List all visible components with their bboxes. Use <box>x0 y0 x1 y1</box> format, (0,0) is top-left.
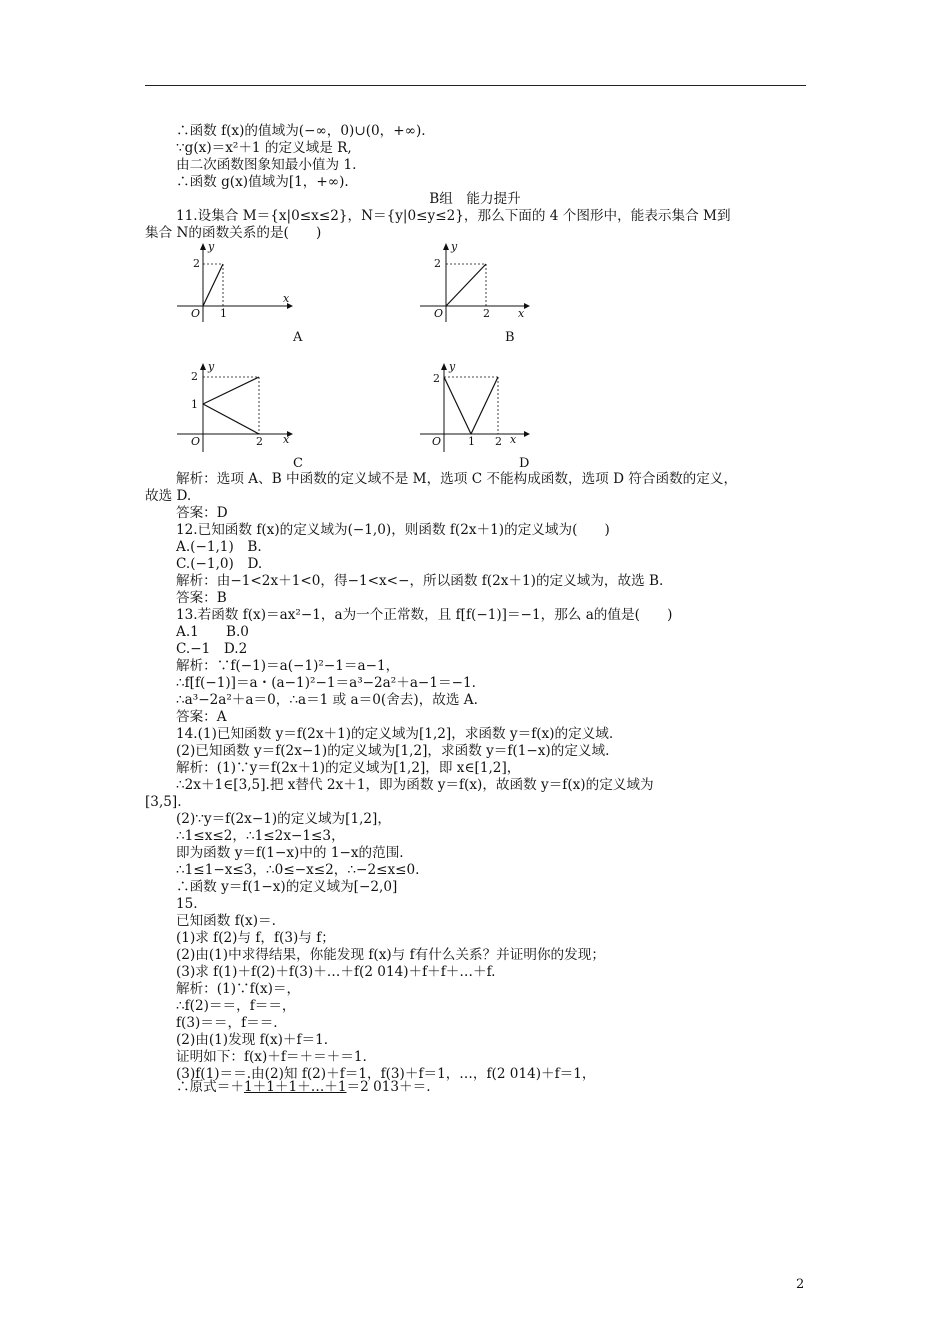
text-line: C.−1 D.2 <box>176 641 248 657</box>
question-11-line: 11.设集合 M＝{x|0≤x≤2}，N＝{y|0≤y≤2}，那么下面的 4 个图形中，能表示集合 M到 <box>176 208 731 224</box>
text-line: (2)由(1)发现 f(x)＋f＝1. <box>176 1032 329 1048</box>
text-line: 解析：(1)∵y＝f(2x＋1)的定义域为[1,2]，即 x∈[1,2]， <box>176 760 521 776</box>
origin-label: O <box>191 435 201 448</box>
text-line: ∴函数 y＝f(1−x)的定义域为[−2,0] <box>176 879 398 895</box>
y-axis-label: y <box>451 240 458 253</box>
origin-label: O <box>434 307 444 320</box>
text-line: 已知函数 f(x)＝. <box>176 913 276 929</box>
text-line: 12.已知函数 f(x)的定义域为(−1,0)，则函数 f(2x＋1)的定义域为( ) <box>176 522 610 538</box>
origin-label: O <box>432 435 442 448</box>
y-tick-label: 2 <box>193 257 200 270</box>
text-line: ∴2x＋1∈[3,5].把 x替代 2x＋1，即为函数 y＝f(x)，故函数 y＝f(x)的定义域为 <box>176 777 654 793</box>
y-axis-label: y <box>449 360 456 373</box>
header-rule <box>145 85 806 86</box>
x-tick-label-2: 2 <box>495 435 502 448</box>
text-line: 答案：D <box>176 505 228 521</box>
text-line: ∴f(2)＝＝，f＝＝， <box>176 998 296 1014</box>
graph-c-label: C <box>293 456 303 471</box>
y-tick-label: 2 <box>433 372 440 385</box>
text-line: ∴1≤1−x≤3，∴0≤−x≤2，∴−2≤x≤0. <box>176 862 420 878</box>
graph-b <box>418 240 548 329</box>
text-line: 由二次函数图象知最小值为 1. <box>176 157 357 173</box>
text-line: ∴函数 g(x)值域为[1，+∞). <box>176 174 349 190</box>
y-tick-label-2: 1 <box>191 398 198 411</box>
x-tick-label: 1 <box>468 435 475 448</box>
text-line: 解析：∵f(−1)＝a(−1)²−1＝a−1， <box>176 658 400 674</box>
text-line: 即为函数 y＝f(1−x)中的 1−x的范围. <box>176 845 404 861</box>
last-line-prefix: ∴原式＝＋ <box>176 1079 244 1095</box>
text-line: ∴函数 f(x)的值域为(−∞，0)∪(0，+∞). <box>176 123 426 139</box>
text-line <box>176 1079 431 1096</box>
graph-c <box>175 360 305 459</box>
y-tick-label: 2 <box>434 257 441 270</box>
text-line: (1)求 f(2)与 f，f(3)与 f； <box>176 930 335 946</box>
text-line: 证明如下：f(x)＋f＝＋＝＋＝1. <box>176 1049 367 1065</box>
x-axis-label: x <box>283 292 290 305</box>
text-line: 答案：A <box>176 709 227 725</box>
text-line: A.1 B.0 <box>176 624 249 640</box>
text-line: ∵g(x)＝x²＋1 的定义域是 R, <box>176 140 352 156</box>
x-axis-label: x <box>518 307 525 320</box>
text-line: A.(−1,1) B. <box>176 539 262 555</box>
x-axis-label: x <box>510 433 517 446</box>
text-line: (2)由(1)中求得结果，你能发现 f(x)与 f有什么关系？并证明你的发现； <box>176 947 605 963</box>
text-line: 答案：B <box>176 590 227 606</box>
text-line: ∴a³−2a²＋a＝0，∴a＝1 或 a＝0(舍去)，故选 A. <box>176 692 478 708</box>
text-line: 解析：(1)∵f(x)＝， <box>176 981 301 997</box>
text-line: 解析：由−1<2x＋1<0，得−1<x<−，所以函数 f(2x＋1)的定义域为，故选 B. <box>176 573 664 589</box>
x-tick-label: 1 <box>220 307 227 320</box>
text-line: (2)已知函数 y＝f(2x−1)的定义域为[1,2]，求函数 y＝f(1−x)的定义域. <box>176 743 610 759</box>
text-line: C.(−1,0) D. <box>176 556 263 572</box>
text-line: [3,5]. <box>145 794 182 810</box>
x-axis-label: x <box>283 433 290 446</box>
text-line: 13.若函数 f(x)＝ax²−1，a为一个正常数，且 f[f(−1)]＝−1，那么 a的值是( ) <box>176 607 673 623</box>
page-number: 2 <box>796 1277 805 1292</box>
text-line: 故选 D. <box>145 488 192 504</box>
graph-d-label: D <box>519 456 530 471</box>
text-line: 解析：选项 A、B 中函数的定义域不是 M，选项 C 不能构成函数，选项 D 符合函数的定义， <box>176 471 738 487</box>
y-axis-label: y <box>208 360 215 373</box>
origin-label: O <box>191 307 201 320</box>
text-line: f(3)＝＝，f＝＝. <box>176 1015 278 1031</box>
last-line-suffix: ＝2 013＋＝. <box>346 1079 431 1095</box>
text-line: (3)f(1)＝＝.由(2)知 f(2)＋f＝1，f(3)＋f＝1，…，f(2 014)＋f＝1， <box>176 1066 596 1082</box>
text-line: 15. <box>176 896 198 912</box>
x-tick-label: 2 <box>483 307 490 320</box>
graph-a-label: A <box>293 330 303 345</box>
graph-b-label: B <box>505 330 515 345</box>
text-line: 14.(1)已知函数 y＝f(2x＋1)的定义域为[1,2]，求函数 y＝f(x)的定义域. <box>176 726 614 742</box>
y-tick-label: 2 <box>191 370 198 383</box>
graph-a <box>175 240 305 329</box>
graph-d <box>418 360 548 459</box>
text-line: (2)∵y＝f(2x−1)的定义域为[1,2]， <box>176 811 391 827</box>
y-axis-label: y <box>208 240 215 253</box>
question-11-line: 集合 N的函数关系的是( ) <box>145 225 322 241</box>
text-line: ∴1≤x≤2，∴1≤2x−1≤3， <box>176 828 345 844</box>
underlined-sum: 1＋1＋1＋…＋1 <box>243 1079 347 1095</box>
text-line: (3)求 f(1)＋f(2)＋f(3)＋…＋f(2 014)＋f＋f＋…＋f. <box>176 964 496 980</box>
x-tick-label: 2 <box>256 435 263 448</box>
text-line: ∴f[f(−1)]＝a・(a−1)²−1＝a³−2a²＋a−1＝−1. <box>176 675 476 691</box>
section-title: B组 能力提升 <box>429 191 521 207</box>
